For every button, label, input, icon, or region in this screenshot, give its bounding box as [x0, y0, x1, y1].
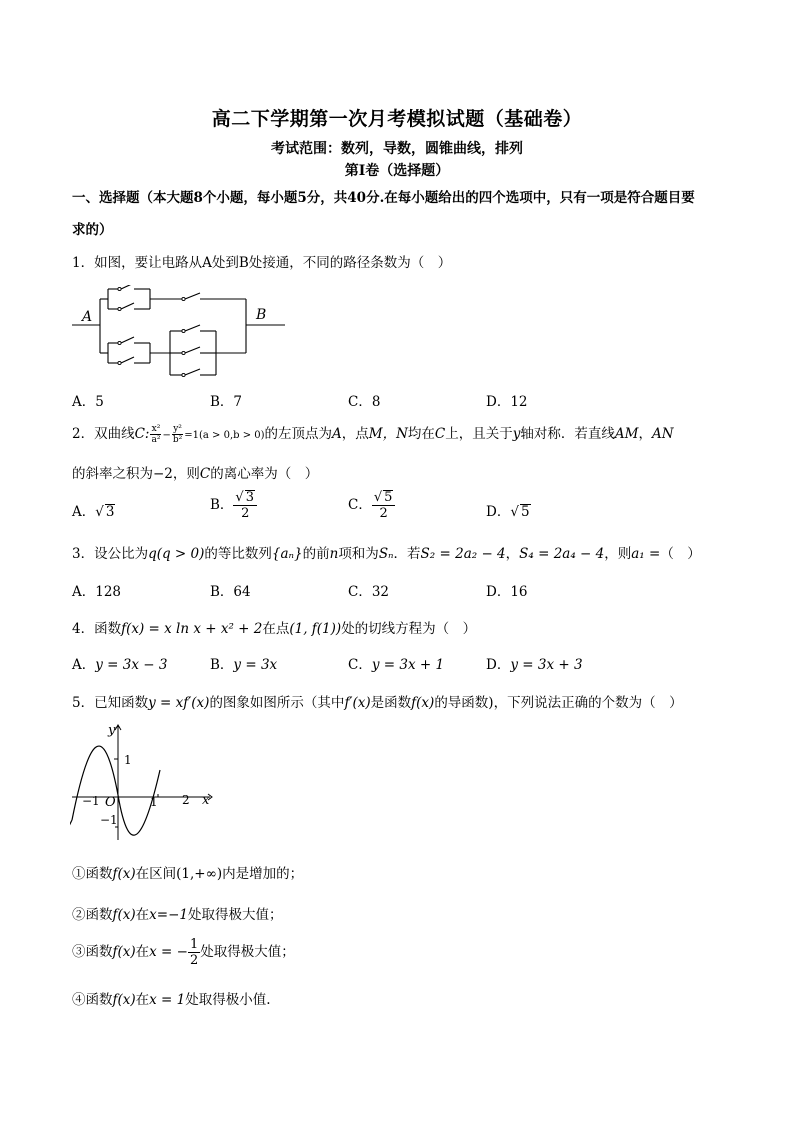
q4-option-c: C．y = 3x + 1 — [348, 657, 445, 673]
q1-option-c: C．8 — [348, 394, 381, 410]
q2-option-a: A．√ 3 — [72, 500, 115, 520]
question-3-stem: 3．设公比为q(q > 0)的等比数列{aₙ}的前n项和为Sₙ．若S₂ = 2a₂ − 4，S₄ = 2a₄ − 4，则a₁ =（ ） — [72, 546, 701, 562]
exam-scope: 考试范围：数列，导数，圆锥曲线，排列 — [271, 141, 523, 157]
question-5-stem: 5．已知函数y = xf′(x)的图象如图所示（其中f′(x)是函数f(x)的导函数)，下列说法正确的个数为（ ） — [72, 695, 683, 711]
circuit-diagram — [70, 285, 295, 380]
question-1-stem: 1．如图，要让电路从A处到B处接通，不同的路径条数为（ ） — [72, 255, 452, 271]
q3-option-d: D．16 — [486, 584, 528, 600]
graph-tick-1-x: 1 — [150, 795, 158, 809]
graph-tick-neg1-x: −1 — [82, 794, 100, 808]
function-graph — [70, 720, 220, 845]
volume-title: 第Ⅰ卷（选择题） — [344, 163, 450, 179]
section-heading-line2: 求的） — [72, 222, 113, 238]
graph-x-label: x — [202, 793, 210, 808]
q2-option-c: C． √ $\frac{5}{2}$ — [348, 490, 395, 521]
graph-tick-neg1-y: −1 — [100, 813, 118, 827]
q1-option-d: D．12 — [486, 394, 528, 410]
exam-title: 高二下学期第一次月考模拟试题（基础卷） — [211, 108, 583, 130]
section-heading-line1: 一、选择题（本大题8个小题，每小题5分，共40分.在每小题给出的四个选项中，只有一项是符合题目要 — [72, 190, 695, 206]
question-4-stem: 4．函数f(x) = x ln x + x² + 2在点(1, f(1))处的切线方程为（ ） — [72, 621, 477, 637]
circuit-label-b: B — [256, 307, 267, 323]
graph-tick-1: 1 — [124, 753, 132, 767]
question-2-stem-line1: 2．双曲线C: $\frac{\text{x²}}{\text{a²}}$ − $\frac{\text{y²}}{\text{b²}}$ =1(a > 0,b > 0)的左顶点为A，点M，N均在C上，且关于y轴对称．若直线AM，AN — [72, 424, 674, 445]
circuit-label-a: A — [82, 309, 93, 325]
q4-option-b: B．y = 3x — [210, 657, 278, 673]
q3-option-a: A．128 — [72, 584, 122, 600]
graph-y-label: y — [108, 723, 116, 738]
q1-option-a: A．5 — [72, 394, 104, 410]
graph-origin: O — [105, 795, 116, 810]
q2-option-b: B． √ $\frac{3}{2}$ — [210, 490, 257, 521]
graph-tick-2: 2 — [182, 793, 190, 807]
question-2-stem-line2: 的斜率之积为−2，则C的离心率为（ ） — [72, 466, 319, 482]
q4-option-a: A．y = 3x − 3 — [72, 657, 168, 673]
q3-option-b: B．64 — [210, 584, 251, 600]
statement-2: ②函数f(x)在x=−1处取得极大值； — [72, 907, 283, 923]
statement-4: ④函数f(x)在x = 1处取得极小值. — [72, 992, 271, 1008]
q3-option-c: C．32 — [348, 584, 390, 600]
statement-1: ①函数f(x)在区间(1,+∞)内是增加的； — [72, 866, 304, 882]
q2-option-d: D．√ 5 — [486, 500, 531, 520]
statement-3: ③函数f(x)在x = − $\frac{1}{2}$ 处取得极大值； — [72, 937, 295, 968]
q4-option-d: D．y = 3x + 3 — [486, 657, 583, 673]
q1-option-b: B．7 — [210, 394, 243, 410]
